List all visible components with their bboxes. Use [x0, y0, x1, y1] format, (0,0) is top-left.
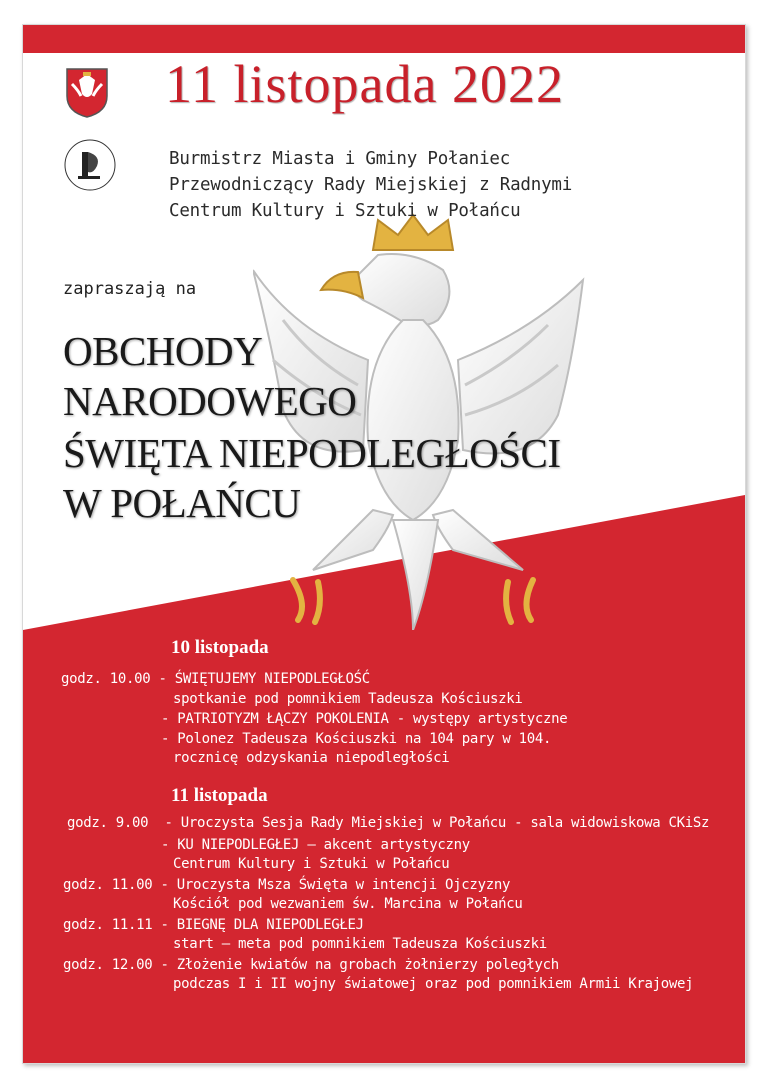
program-line: godz. 12.00 - Złożenie kwiatów na grobach żołnierzy poległych — [63, 957, 559, 973]
headline-line: OBCHODY — [63, 328, 263, 374]
program-line: - Polonez Tadeusza Kościuszki na 104 pary w 104. — [161, 731, 552, 747]
organizer-line: Burmistrz Miasta i Gminy Połaniec — [169, 149, 511, 169]
program-line: godz. 11.11 - BIEGNĘ DLA NIEPODLEGŁEJ — [63, 917, 364, 933]
headline-line: ŚWIĘTA NIEPODLEGŁOŚCI — [63, 430, 561, 476]
invitation-text: zapraszają na — [63, 279, 197, 299]
program-line: godz. 10.00 - ŚWIĘTUJEMY NIEPODLEGŁOŚĆ — [61, 671, 370, 687]
program-line: - PATRIOTYZM ŁĄCZY POKOLENIA - występy artystyczne — [161, 711, 568, 727]
program-line: Centrum Kultury i Sztuki w Połańcu — [173, 856, 450, 872]
program-line: start – meta pod pomnikiem Tadeusza Kościuszki — [173, 936, 547, 952]
headline-line: W POŁAŃCU — [63, 480, 301, 526]
organizer-line: Centrum Kultury i Sztuki w Połańcu — [169, 201, 521, 221]
program-line: - KU NIEPODLEGŁEJ – akcent artystyczny — [161, 837, 470, 853]
program-line: Kościół pod wezwaniem św. Marcina w Połańcu — [173, 896, 523, 912]
cultural-center-logo — [63, 138, 117, 192]
program-line: podczas I i II wojny światowej oraz pod pomnikiem Armii Krajowej — [173, 976, 694, 992]
event-date-title: 11 listopada 2022 — [165, 54, 564, 114]
program-line: rocznicę odzyskania niepodległości — [173, 750, 450, 766]
headline-line: NARODOWEGO — [63, 378, 357, 424]
flag-top-red-strip — [23, 25, 745, 53]
program-line: spotkanie pod pomnikiem Tadeusza Kościuszki — [173, 691, 523, 707]
organizer-line: Przewodniczący Rady Miejskiej z Radnymi — [169, 175, 573, 195]
coat-of-arms-icon — [66, 68, 108, 118]
day-title: 10 listopada — [171, 637, 269, 658]
day-title: 11 listopada — [171, 785, 268, 806]
program-line: godz. 11.00 - Uroczysta Msza Święta w intencji Ojczyzny — [63, 877, 511, 893]
program-line: godz. 9.00 - Uroczysta Sesja Rady Miejskiej w Połańcu - sala widowiskowa CKiSz — [67, 815, 710, 831]
poster — [22, 24, 746, 1064]
